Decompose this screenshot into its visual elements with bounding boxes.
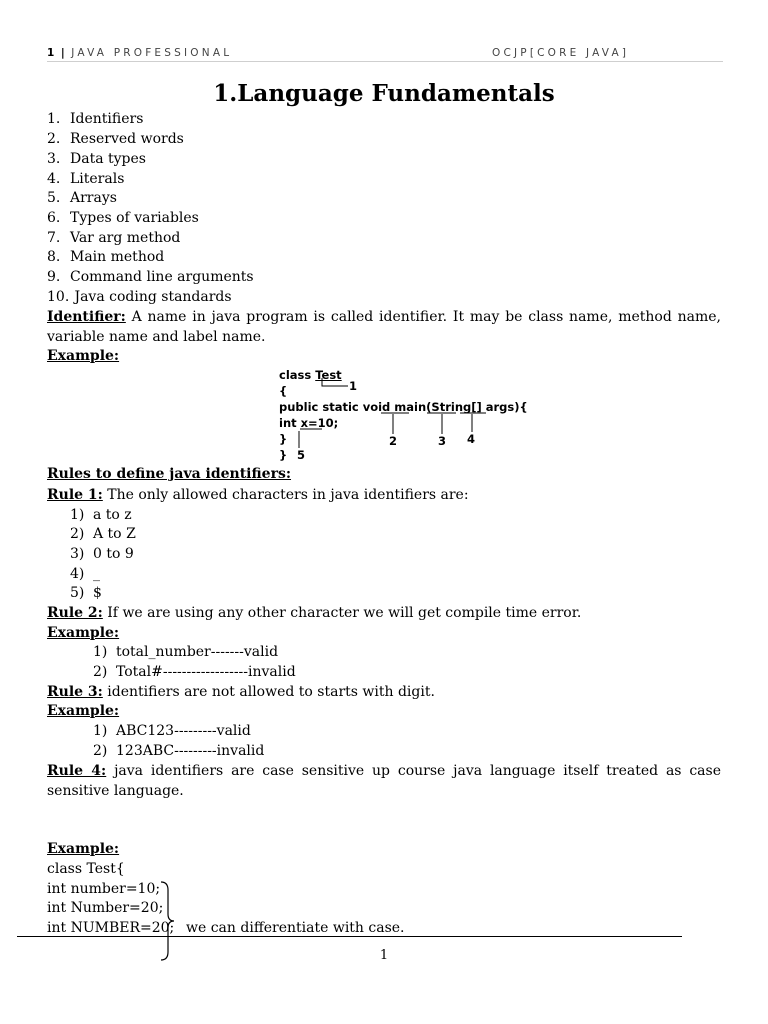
list-text: _ [93, 566, 100, 582]
list-text: Var arg method [70, 230, 181, 246]
list-text: Arrays [70, 190, 117, 206]
list-item [93, 742, 264, 761]
list-text: 123ABC---------invalid [116, 743, 265, 759]
code-line: class Test [279, 368, 342, 382]
rule-label: Rule 1: [47, 487, 103, 503]
example-label: Example: [47, 625, 120, 641]
list-number: 9. [47, 269, 61, 285]
case-note: we can differentiate with case. [186, 920, 405, 936]
header-left-text: JAVA PROFESSIONAL [71, 47, 233, 59]
list-item [70, 545, 134, 564]
list-number: 3) [70, 546, 85, 562]
list-text: 0 to 9 [93, 546, 134, 562]
list-text: Total#------------------invalid [116, 664, 296, 680]
list-text: a to z [93, 507, 132, 523]
rule-3 [47, 683, 435, 702]
example-label: Example: [47, 348, 120, 364]
code-line: int NUMBER=20; [47, 920, 175, 936]
code-marker: 4 [467, 432, 476, 446]
list-text: Reserved words [70, 131, 184, 147]
page-title: 1.Language Fundamentals [213, 80, 555, 107]
code-marker: 2 [389, 434, 398, 448]
code-line: int number=10; [47, 881, 161, 897]
code-line: { [279, 384, 288, 398]
code-line: } [279, 432, 288, 446]
list-text: Data types [70, 151, 146, 167]
code-marker: 1 [349, 379, 358, 393]
example-label: Example: [47, 841, 120, 857]
list-number: 1) [70, 507, 85, 523]
list-item [93, 663, 296, 682]
identifier-label: Identifier: [47, 309, 126, 325]
list-number: 2. [47, 131, 61, 147]
rule-label: Rule 2: [47, 605, 103, 621]
list-text: $ [93, 585, 102, 601]
list-number: 2) [93, 664, 108, 680]
header-page-number: 1 [47, 47, 55, 59]
code-marker: 5 [297, 448, 306, 462]
list-number: 2) [93, 743, 108, 759]
identifier-text: A name in java program is called identifier. It may be class name, method name, variable name and label name. [47, 309, 721, 345]
list-number: 1. [47, 111, 61, 127]
list-number: 4. [47, 171, 61, 187]
rule-1 [47, 486, 469, 505]
list-text: Types of variables [70, 210, 199, 226]
list-text: Command line arguments [70, 269, 254, 285]
code-class-name: Test [315, 368, 342, 382]
list-text: Main method [70, 249, 165, 265]
code-line: } [279, 448, 288, 462]
rules-heading: Rules to define java identifiers: [47, 466, 292, 482]
code-line: int x=10; [279, 416, 339, 430]
code-marker: 3 [438, 434, 447, 448]
rule-text: If we are using any other character we will get compile time error. [102, 605, 582, 621]
list-number: 3. [47, 151, 61, 167]
list-item [70, 584, 102, 603]
rule-label: Rule 3: [47, 684, 103, 700]
header-separator: | [60, 47, 65, 59]
list-number: 1) [93, 723, 108, 739]
list-item [70, 565, 100, 584]
list-number: 7. [47, 230, 61, 246]
list-text: total_number-------valid [116, 644, 279, 660]
rule-4 [47, 761, 721, 801]
footer-divider [17, 936, 682, 937]
list-item [70, 525, 136, 544]
header-right-text: OCJP[CORE JAVA] [492, 47, 630, 59]
list-number: 8. [47, 249, 61, 265]
code-line: public static void main(String[] args){ [279, 400, 528, 414]
list-text: Identifiers [70, 111, 144, 127]
list-number: 4) [70, 566, 85, 582]
list-number: 5. [47, 190, 61, 206]
rule-text: identifiers are not allowed to starts with digit. [102, 684, 435, 700]
rule-label: Rule 4: [47, 763, 107, 779]
list-text: ABC123---------valid [116, 723, 251, 739]
list-text: Java coding standards [70, 289, 232, 305]
list-item [93, 643, 278, 662]
list-number: 10. [47, 289, 70, 305]
code-line: class Test{ [47, 861, 125, 877]
footer-page-number: 1 [379, 948, 389, 963]
list-number: 6. [47, 210, 61, 226]
list-text: A to Z [93, 526, 136, 542]
list-text: Literals [70, 171, 125, 187]
rule-text: The only allowed characters in java identifiers are: [102, 487, 469, 503]
list-number: 1) [93, 644, 108, 660]
rule-2 [47, 604, 581, 623]
list-number: 2) [70, 526, 85, 542]
rule-text: java identifiers are case sensitive up course java language itself treated as case sensitive language. [47, 763, 721, 799]
list-item [93, 722, 251, 741]
list-item [70, 506, 132, 525]
list-number: 5) [70, 585, 85, 601]
code-line: int Number=20; [47, 900, 164, 916]
example-label: Example: [47, 703, 120, 719]
